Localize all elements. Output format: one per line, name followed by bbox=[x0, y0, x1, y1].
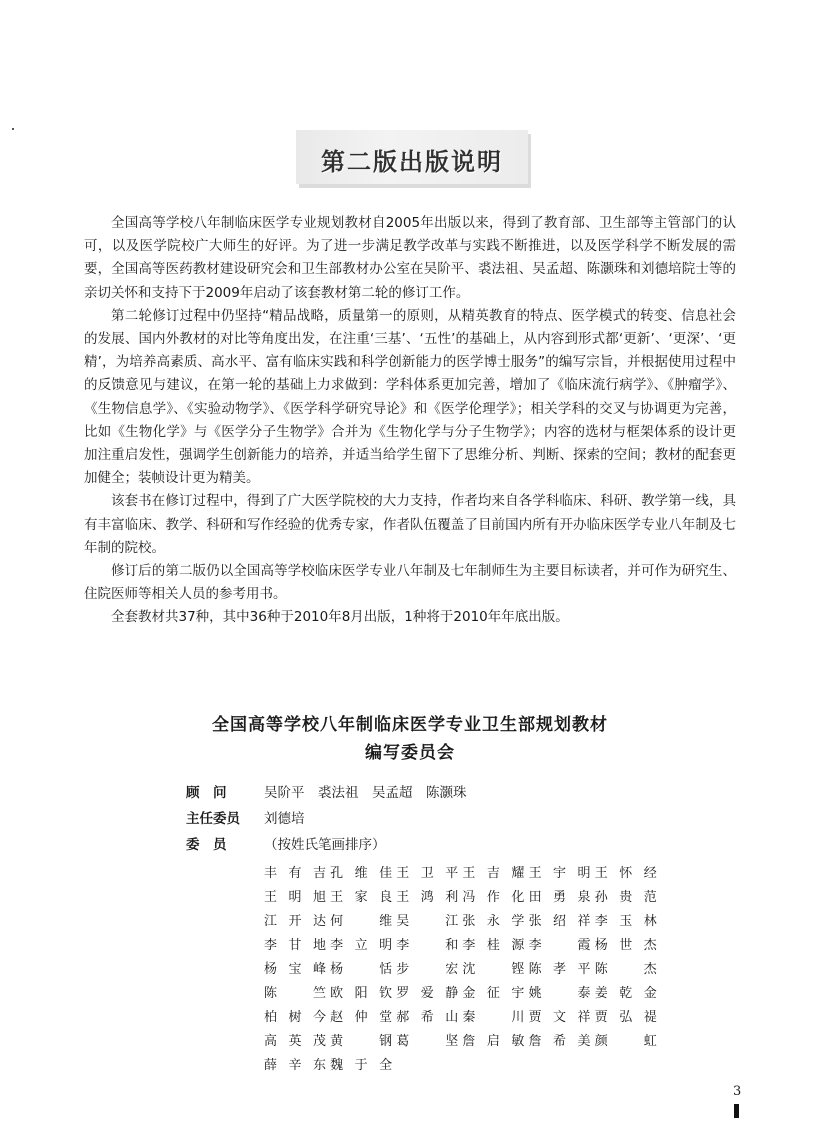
page-number: 3 bbox=[733, 1084, 742, 1099]
chair-name: 刘德培 bbox=[264, 811, 305, 827]
member-name: 詹希美 bbox=[528, 1034, 591, 1049]
member-name: 魏于全 bbox=[330, 1058, 393, 1073]
member-name: 柏树今 bbox=[264, 1010, 326, 1025]
member-name: 吴江 bbox=[396, 914, 459, 929]
committee-title: 全国高等学校八年制临床医学专业卫生部规划教材 bbox=[212, 715, 608, 735]
member-list-row bbox=[264, 1030, 664, 1049]
member-name: 江开达 bbox=[264, 914, 326, 929]
member-name: 丰有吉 bbox=[264, 866, 326, 881]
members-note: （按姓氏笔画排序） bbox=[264, 837, 386, 853]
member-name: 罗爱静 bbox=[396, 986, 459, 1001]
member-name: 王卫平 bbox=[396, 866, 459, 881]
member-name: 詹启敏 bbox=[462, 1034, 525, 1049]
member-name: 李甘地 bbox=[264, 938, 326, 953]
member-name: 陈竺 bbox=[264, 986, 326, 1001]
member-name: 高英茂 bbox=[264, 1034, 326, 1049]
member-name: 李桂源 bbox=[462, 938, 525, 953]
member-name: 郝希山 bbox=[396, 1010, 459, 1025]
page-title: 第二版出版说明 bbox=[321, 148, 503, 176]
committee-subtitle: 编写委员会 bbox=[365, 743, 455, 763]
member-name: 王怀经 bbox=[594, 866, 657, 881]
member-name: 李玉林 bbox=[594, 914, 657, 929]
page-edge-mark bbox=[734, 1104, 739, 1118]
member-list-row bbox=[264, 934, 664, 953]
advisors-names: 吴阶平 裘法祖 吴孟超 陈灏珠 bbox=[264, 785, 467, 801]
members-row bbox=[186, 833, 386, 853]
member-name: 贾弘禔 bbox=[594, 1010, 657, 1025]
member-name: 薛辛东 bbox=[264, 1058, 326, 1073]
paragraph: 修订后的第二版仍以全国高等学校临床医学专业八年制及七年制师生为主要目标读者，并可作为研究生、住院医师等相关人员的参考用书。 bbox=[84, 563, 736, 603]
member-name: 王鸿利 bbox=[396, 890, 459, 905]
member-name: 赵仲堂 bbox=[330, 1010, 393, 1025]
advisors-row bbox=[186, 781, 467, 801]
section-banner bbox=[296, 130, 528, 184]
member-name: 陈孝平 bbox=[528, 962, 591, 977]
member-name: 王明旭 bbox=[264, 890, 326, 905]
member-name: 金征宇 bbox=[462, 986, 525, 1001]
member-name: 何维 bbox=[330, 914, 393, 929]
member-name: 贾文祥 bbox=[528, 1010, 591, 1025]
member-name: 孔维佳 bbox=[330, 866, 393, 881]
member-name: 王吉耀 bbox=[462, 866, 525, 881]
member-list-row bbox=[264, 958, 664, 977]
member-name: 葛坚 bbox=[396, 1034, 459, 1049]
member-name: 陈杰 bbox=[594, 962, 657, 977]
paragraph: 该套书在修订过程中，得到了广大医学院校的大力支持，作者均来自各学科临床、科研、教学第一线，具有丰富临床、教学、科研和写作经验的优秀专家，作者队伍覆盖了目前国内所有开办临床医学专业八年制及七年制的院校。 bbox=[84, 493, 736, 556]
paragraph: 全国高等学校八年制临床医学专业规划教材自2005年出版以来，得到了教育部、卫生部等主管部门的认可，以及医学院校广大师生的好评。为了进一步满足教学改革与实践不断推进，以及医学科学不断发展的需要，全国高等医药教材建设研究会和卫生部教材办公室在吴阶平、裘法祖、吴孟超、陈灏珠和刘德培院士等的亲切关怀和支持下于2009年启动了该套教材第二轮的修订工作。 bbox=[84, 215, 736, 301]
member-name: 杨恬 bbox=[330, 962, 393, 977]
member-name: 秦川 bbox=[462, 1010, 525, 1025]
member-name: 张永学 bbox=[462, 914, 525, 929]
member-list-row bbox=[264, 1054, 664, 1073]
member-name: 姜乾金 bbox=[594, 986, 657, 1001]
members-label: 委 员 bbox=[186, 837, 227, 853]
member-name: 步宏 bbox=[396, 962, 459, 977]
member-name: 杨宝峰 bbox=[264, 962, 326, 977]
member-list-row bbox=[264, 862, 664, 881]
member-list-row bbox=[264, 910, 664, 929]
member-name: 姚泰 bbox=[528, 986, 591, 1001]
member-list-row bbox=[264, 1006, 664, 1025]
advisors-label: 顾 问 bbox=[186, 785, 227, 801]
paragraph: 全套教材共37种，其中36种于2010年8月出版，1种将于2010年年底出版。 bbox=[111, 609, 569, 626]
member-name: 沈铿 bbox=[462, 962, 525, 977]
member-list-row bbox=[264, 982, 664, 1001]
preface-body bbox=[84, 212, 736, 630]
chair-label: 主任委员 bbox=[186, 811, 240, 827]
member-name: 田勇泉 bbox=[528, 890, 591, 905]
member-name: 李和 bbox=[396, 938, 459, 953]
member-name: 李霞 bbox=[528, 938, 591, 953]
member-name: 欧阳钦 bbox=[330, 986, 393, 1001]
paragraph: 第二轮修订过程中仍坚持“精品战略，质量第一的原则，从精英教育的特点、医学模式的转变、信息社会的发展、国内外教材的对比等角度出发，在注重‘三基’、‘五性’的基础上，从内容到形式都‘更新’、‘更深’、‘更精’，为培养高素质、高水平、富有临床实践和科学创新能力的医学博士服务”的编写宗旨，并根据使用过程中的反馈意见与建议，在第一轮的基础上力求做到：学科体系更加完善，增加了《临床流行病学》、《肿瘤学》、《生物信息学》、《实验动物学》、《医学科学研究导论》和《医学伦理学》；相关学科的交叉与协调更为完善，比如《生物化学》与《医学分子生物学》合并为《生物化学与分子生物学》；内容的选材与框架体系的设计更加注重启发性，强调学生创新能力的培养，并适当给学生留下了思维分析、判断、探索的空间；教材的配套更加健全；装帧设计更为精美。 bbox=[84, 307, 736, 487]
member-name: 杨世杰 bbox=[594, 938, 657, 953]
scan-dot bbox=[12, 128, 14, 130]
member-name: 王家良 bbox=[330, 890, 393, 905]
member-name: 冯作化 bbox=[462, 890, 525, 905]
chair-row bbox=[186, 807, 305, 827]
member-name: 李立明 bbox=[330, 938, 393, 953]
member-name: 张绍祥 bbox=[528, 914, 591, 929]
member-name: 黄钢 bbox=[330, 1034, 393, 1049]
member-list-row bbox=[264, 886, 664, 905]
member-name: 王宇明 bbox=[528, 866, 591, 881]
member-name: 颜虹 bbox=[594, 1034, 657, 1049]
member-name: 孙贵范 bbox=[594, 890, 657, 905]
